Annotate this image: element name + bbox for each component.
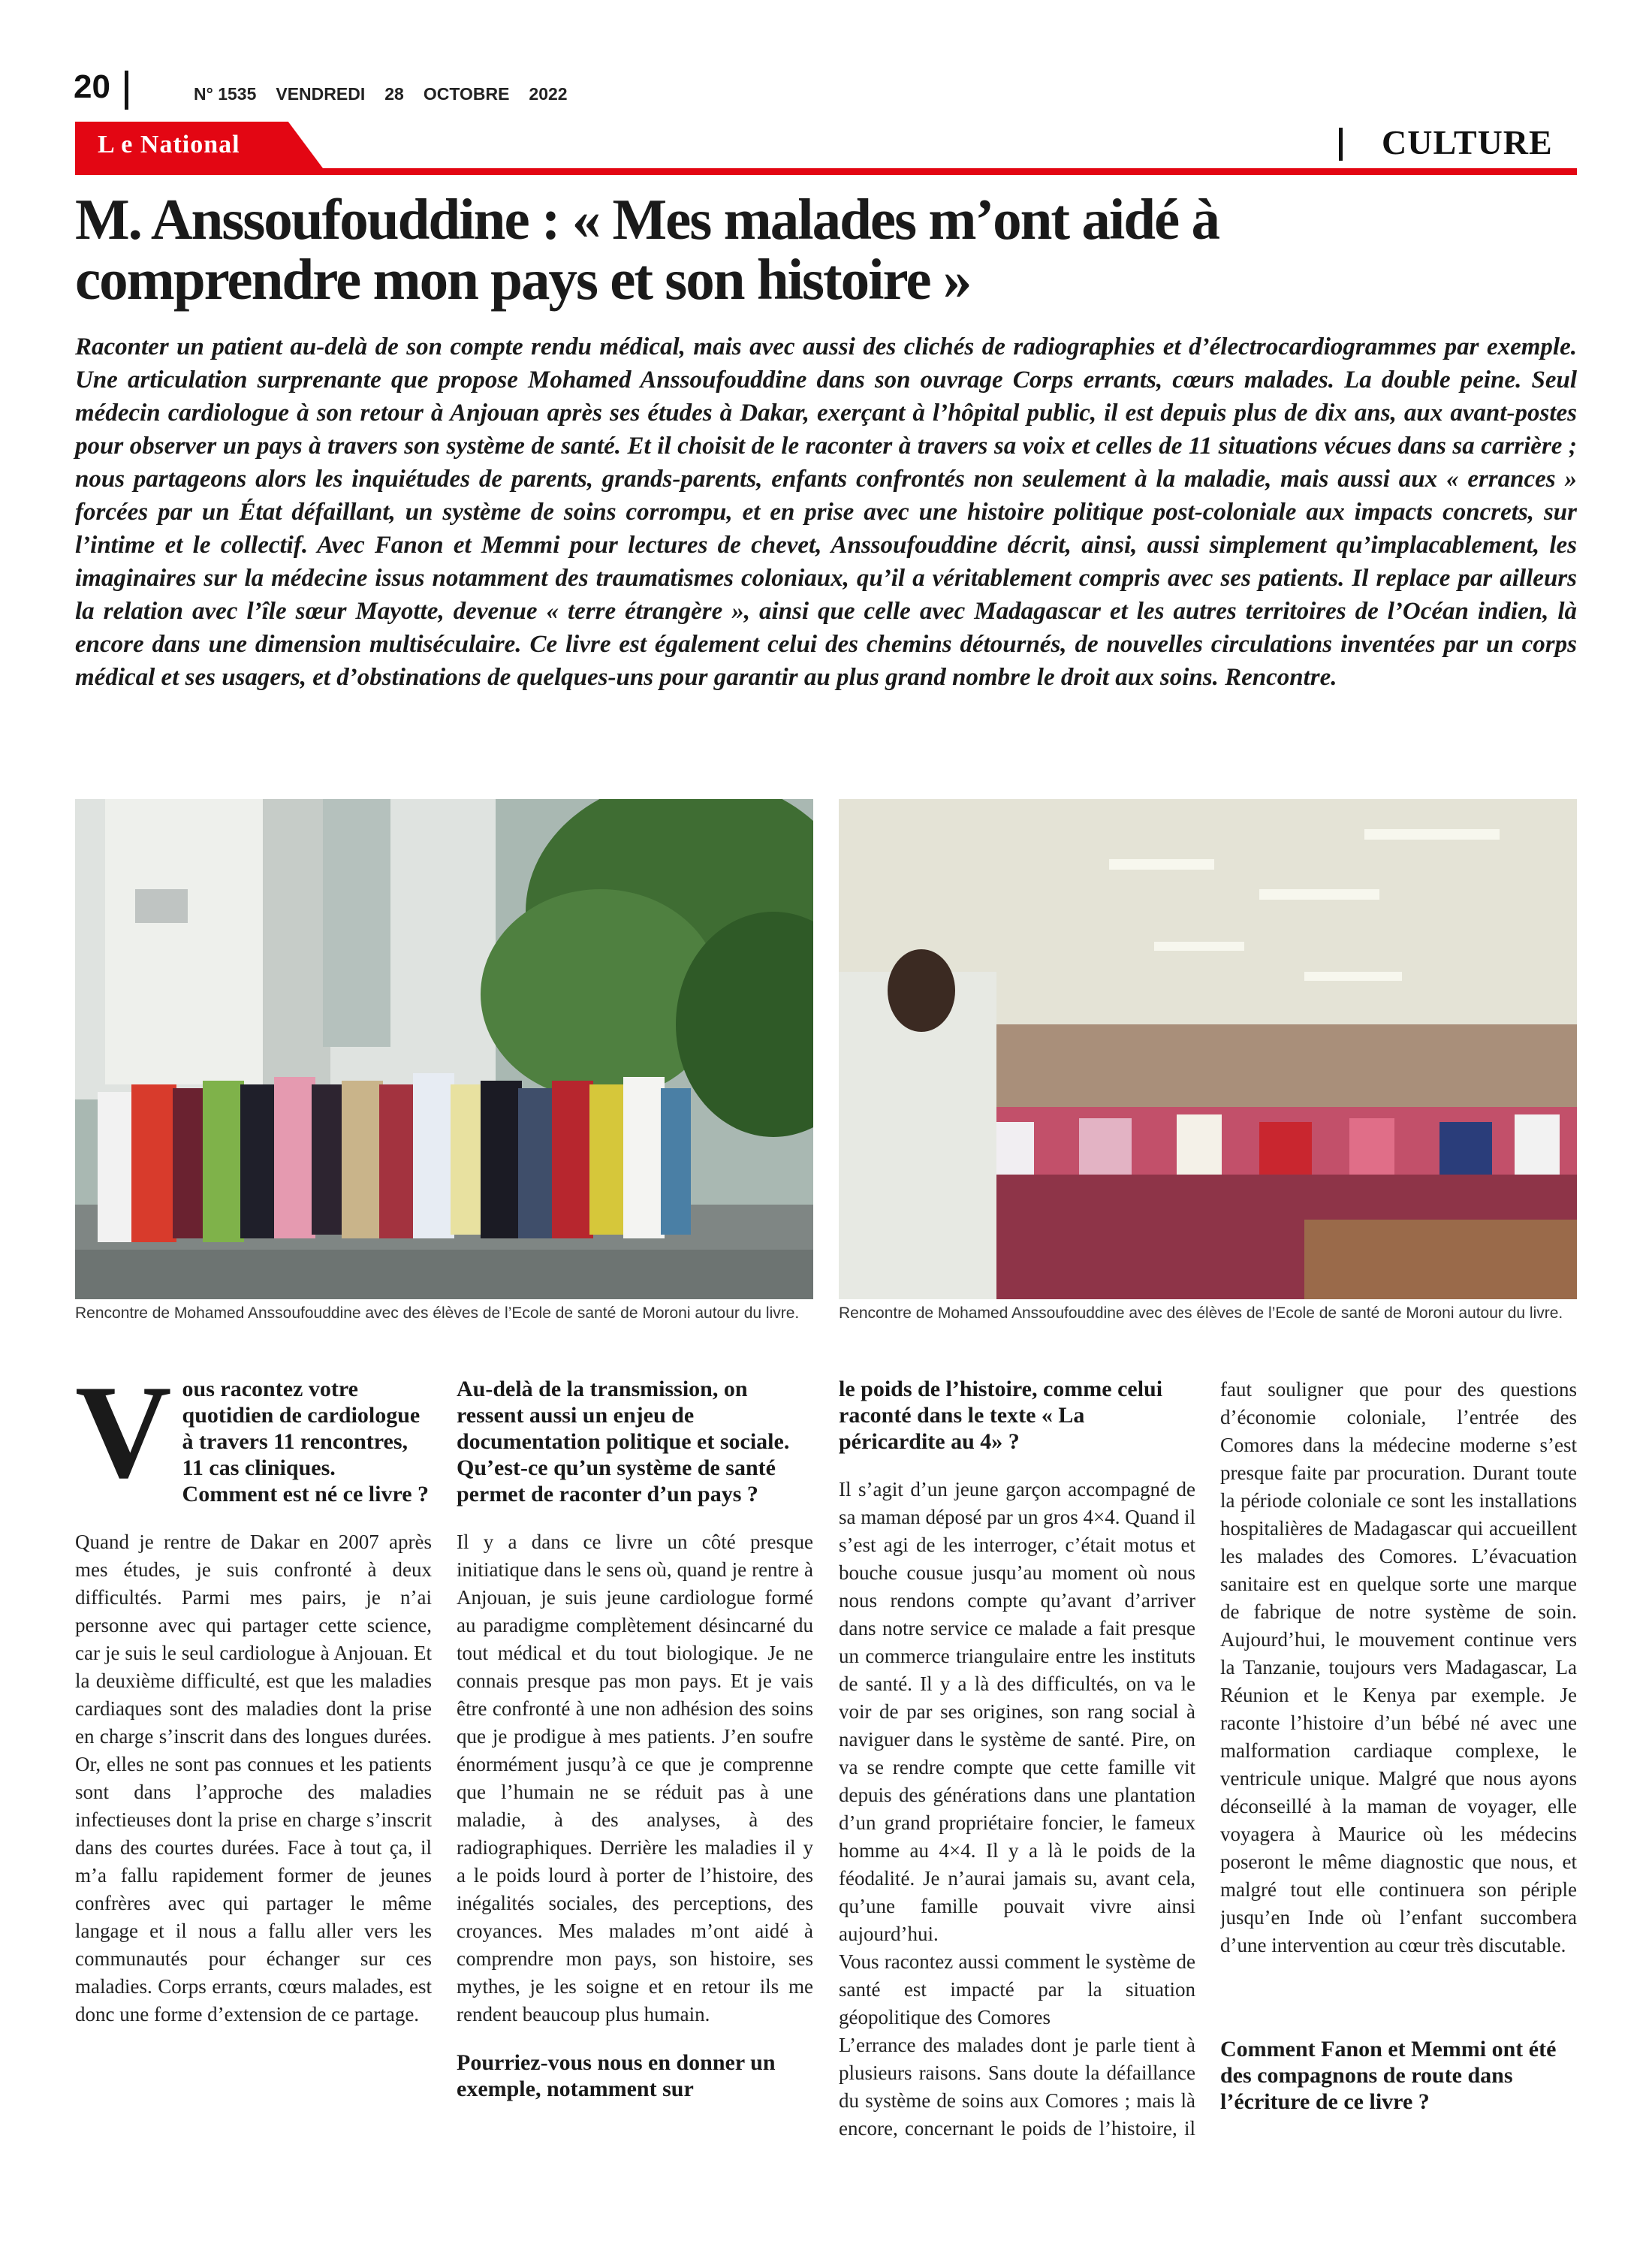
issue-number: N° 1535 (194, 84, 257, 104)
issue-info (194, 83, 587, 105)
photo-group-outdoor (75, 799, 813, 1299)
article-column-1 (75, 1357, 432, 2028)
photo-classroom (839, 799, 1577, 1299)
answer-3-continued-flow: faut souligner que pour des questions d’économie coloniale, l’entrée des Comores dans la médecine moderne s’est presque faite par procuration. Durant toute la période coloniale ce sont les installations hospitalières de Madagascar qui accueillent les malades des Comores. L’évacuation sanitaire est en quelque sorte une marque de fabrique de notre système de soin. Aujourd’hui, le mouvement continue vers la Tanzanie, toujours vers Madagascar, La Réunion et le Kenya par exemple. Je raconte l’histoire d’un bébé né avec une malformation cardiaque complexe, le ventricule unique. Malgré que nous ayons déconseillé à la maman de voyager, elle voyagera à Maurice où les médecins poseront le même diagnostic que nous, et malgré tout elle continuera son périple jusqu’en Inde où l’enfant succombera d’une intervention au cœur très discutable. (1220, 1378, 1577, 1956)
interview-question-1 (75, 1357, 432, 1507)
answer-3: Il s’agit d’un jeune garçon accompagné de sa maman déposé par un gros 4×4. Quand il s’est agi de les interroger, c’était motus et bouche cousue jusqu’au moment où nous nous rendons compte qu’avant d’arriver dans notre service ce malade a fait presque un commerce triangulaire entre les instituts de santé. Il y a là des difficultés, on va le voir de par ses origines, son rang social à naviguer dans le système de santé. Pire, on va se rendre compte que cette famille vit depuis des générations dans une plantation d’un grand propriétaire foncier, le fameux homme au 4×4. Il y a là le poids de la féodalité. Je n’aurai jamais su, avant cela, qu’une famille pouvait vivre ainsi aujourd’hui. (839, 1478, 1195, 1945)
issue-year: 2022 (529, 84, 568, 104)
page-number: 20 (74, 68, 110, 105)
article-column-3 (839, 1376, 1195, 2143)
section-rubric: CULTURE (1382, 123, 1553, 161)
issue-month: OCTOBRE (423, 84, 510, 104)
interview-question-4: Comment Fanon et Memmi ont été des compagnons de route dans l’écriture de ce livre ? (1220, 2037, 1557, 2114)
article-standfirst: Raconter un patient au-delà de son compte rendu médical, mais avec aussi des clichés de radiographies et d’électrocardiogrammes par exemple. Une articulation surprenante que propose Mohamed Anssoufouddine dans son ouvrage Corps errants, cœurs malades. La double peine. Seul médecin cardiologue à son retour à Anjouan après ses études à Dakar, exerçant à l’hôpital public, il est depuis plus de dix ans, aux avant-postes pour observer un pays à travers son système de santé. Et il choisit de le raconter à travers sa voix et celles de 11 situations vécues dans sa carrière ; nous partageons alors les inquiétudes de parents, grands-parents, enfants confrontés non seulement à la maladie, mais aussi aux « errances » forcées par un État défaillant, un système de soins corrompu, et en prise avec une histoire politique post-coloniale aux impacts concrets, sur l’intime et le collectif. Avec Fanon et Memmi pour lectures de chevet, Anssoufouddine décrit, ainsi, aussi simplement qu’implacablement, les imaginaires sur la médecine issus notamment des traumatismes coloniaux, qu’il a véritablement compris avec ses patients. Il replace par ailleurs la relation avec l’île sœur Mayotte, devenue « terre étrangère », ainsi que celle avec Madagascar et les autres territoires de l’Océan indien, là encore dans une dimension multiséculaire. Ce livre est également celui des chemins détournés, de nouvelles circulations inventées par un corps médical et ses usagers, et d’obstinations de quelques-uns pour garantir au plus grand nombre le droit aux soins. Rencontre. (75, 333, 1577, 691)
issue-day: VENDREDI (276, 84, 366, 104)
issue-date-day: 28 (384, 84, 404, 104)
article-column-4 (1220, 1376, 1577, 2136)
photo-caption-1: Rencontre de Mohamed Anssoufouddine avec des élèves de l’Ecole de santé de Moroni autour du livre. (75, 1304, 800, 1322)
headline-line-2: comprendre mon pays et son histoire » (75, 247, 971, 312)
answer-3-continued: L’errance des malades dont je parle tient à plusieurs raisons. Sans doute la défaillance du système de soins aux Comores ; mais là encore, concernant le poids de l’histoire, il (839, 2034, 1195, 2140)
brand-name: L e National (98, 131, 240, 158)
header-rule (75, 168, 1577, 175)
interview-question-3-start: Pourriez-vous nous en donner un exemple, notamment sur (457, 2050, 776, 2101)
answer-2: Il y a dans ce livre un côté presque initiatique dans le sens où, quand je rentre à Anjouan, je suis jeune cardiologue formé au paradigme complètement désincarné du tout médical et du tout biologique. Je ne connais presque pas mon pays. Et je vais être confronté à une non adhésion des soins que je prodigue à mes patients. J’en soufre énormément jusqu’à ce que je comprenne que l’humain ne se réduit pas à une maladie, à des analyses, à des radiographiques. Derrière les maladies il y a le poids lourd à porter de l’histoire, des inégalités sociales, des perceptions, des croyances. Mes malades m’ont aidé à comprendre mon pays, son histoire, ses mythes, je les soigne et en retour ils me rendent beaucoup plus humain. (457, 1531, 813, 2025)
interview-question-2: Au-delà de la transmission, on ressent aussi un enjeu de documentation politique et sociale. Qu’est-ce qu’un système de santé permet de raconter d’un pays ? (457, 1377, 790, 1507)
photo-caption-2: Rencontre de Mohamed Anssoufouddine avec des élèves de l’Ecole de santé de Moroni autour du livre. (839, 1304, 1563, 1322)
headline-line-1: M. Anssoufouddine : « Mes malades m’ont aidé à (75, 187, 1219, 252)
interview-question-3-end: le poids de l’histoire, comme celui raconté dans le texte « La péricardite au 4» ? (839, 1377, 1163, 1454)
article-column-2 (457, 1376, 813, 2123)
photo-classroom-illustration (839, 799, 1577, 1299)
page-number-divider (125, 71, 128, 110)
article-headline (75, 187, 1577, 312)
answer-3-subquestion: Vous racontez aussi comment le système de santé est impacté par la situation géopolitique des Comores (839, 1950, 1195, 2028)
answer-3-continued-end (1220, 1376, 1577, 2015)
answer-1: Quand je rentre de Dakar en 2007 après mes études, je suis confronté à deux difficultés. Parmi mes pairs, je n’ai personne avec qui partager cette science, car je suis le seul cardiologue à Anjouan. Et la deuxième difficulté, est que les maladies cardiaques sont des maladies dont la prise en charge s’inscrit dans des longues durées. Or, elles ne sont pas connues et les patients sont dans l’approche des maladies infectieuses dont la prise en charge s’inscrit dans des courtes durées. Face à tout ça, il m’a fallu rapidement former de jeunes confrères avec qui partager le même langage et il nous a fallu aller vers les communautés pour échanger sur ces maladies. Corps errants, cœurs malades, est donc une forme d’extension de ce partage. (75, 1531, 432, 2025)
drop-cap: V (75, 1357, 172, 1506)
photo-group-outdoor-illustration (75, 799, 813, 1299)
rubric-divider (1339, 128, 1343, 161)
question-1-text: ous racontez votre quotidien de cardiologue à travers 11 rencontres, 11 cas cliniques. Comment est né ce livre ? (182, 1377, 430, 1507)
